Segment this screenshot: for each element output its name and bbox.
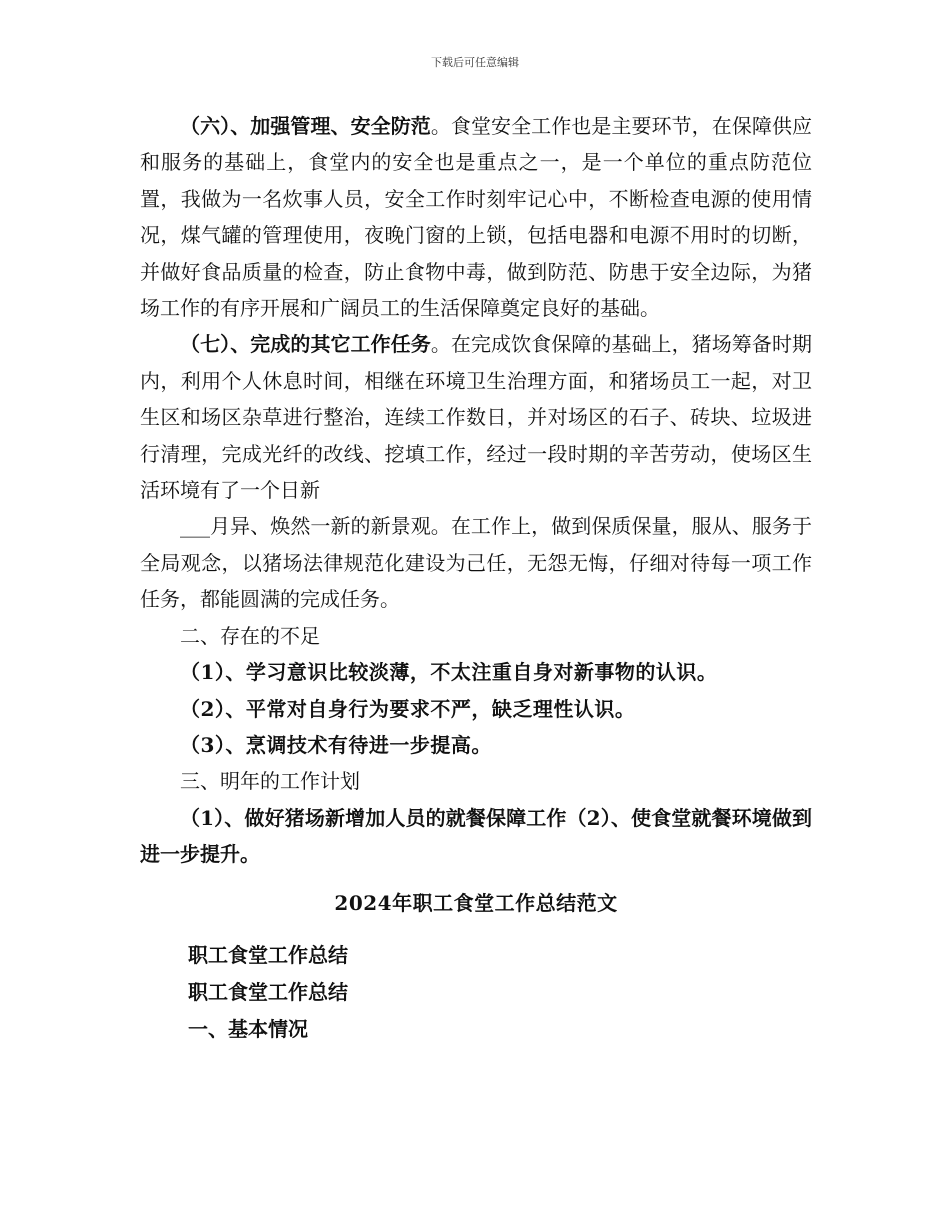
paragraph-seven-continued: ___月异、焕然一新的新景观。在工作上，做到保质保量，服从、服务于全局观念，以猪场法律规范化建设为己任，无怨无悔，仔细对待每一项工作任务，都能圆满的完成任务。 (140, 514, 812, 612)
document-page (140, 108, 812, 1047)
paragraph-seven (140, 326, 812, 508)
plan-body: （1）、做好猪场新增加人员的就餐保障工作（2）、使食堂就餐环境做到进一步提升。 (140, 805, 812, 867)
paragraph-seven-heading: （七）、完成的其它工作任务 (180, 332, 431, 357)
shortcoming-item-3: （3）、烹调技术有待进一步提高。 (180, 732, 492, 757)
shortcoming-item-2: （2）、平常对自身行为要求不严，缺乏理性认识。 (180, 696, 636, 721)
shortcoming-item-1: （1）、学习意识比较淡薄，不太注重自身对新事物的认识。 (180, 660, 718, 685)
paragraph-seven-body: 。在完成饮食保障的基础上，猪场筹备时期内，利用个人休息时间，相继在环境卫生治理方面，和猪场员工一起，对卫生区和场区杂草进行整治，连续工作数日，并对场区的石子、砖块、垃圾进行清理，完成光纤的改线、挖填工作，经过一段时期的辛苦劳动，使场区生活环境有了一个日新 (140, 332, 813, 503)
header-note: 下载后可任意编辑 (431, 56, 519, 69)
section-heading-shortcomings: 二、存在的不足 (180, 623, 320, 648)
paragraph-six-body: 。食堂安全工作也是主要环节，在保障供应和服务的基础上，食堂内的安全也是重点之一，是一个单位的重点防范位置，我做为一名炊事人员，安全工作时刻牢记心中，不断检查电源的使用情况，煤气罐的管理使用，夜晚门窗的上锁，包括电器和电源不用时的切断，并做好食品质量的检查，防止食物中毒，做到防范、防患于安全边际，为猪场工作的有序开展和广阔员工的生活保障奠定良好的基础。 (140, 114, 813, 321)
second-document-heading-3: 一、基本情况 (188, 1016, 308, 1041)
paragraph-six-heading: （六）、加强管理、安全防范 (180, 114, 431, 138)
section-heading-plan: 三、明年的工作计划 (180, 769, 360, 794)
paragraph-six (140, 108, 812, 326)
second-document-title: 2024年职工食堂工作总结范文 (334, 890, 618, 915)
second-document-heading-2: 职工食堂工作总结 (188, 979, 348, 1004)
second-document-heading-1: 职工食堂工作总结 (188, 942, 348, 967)
